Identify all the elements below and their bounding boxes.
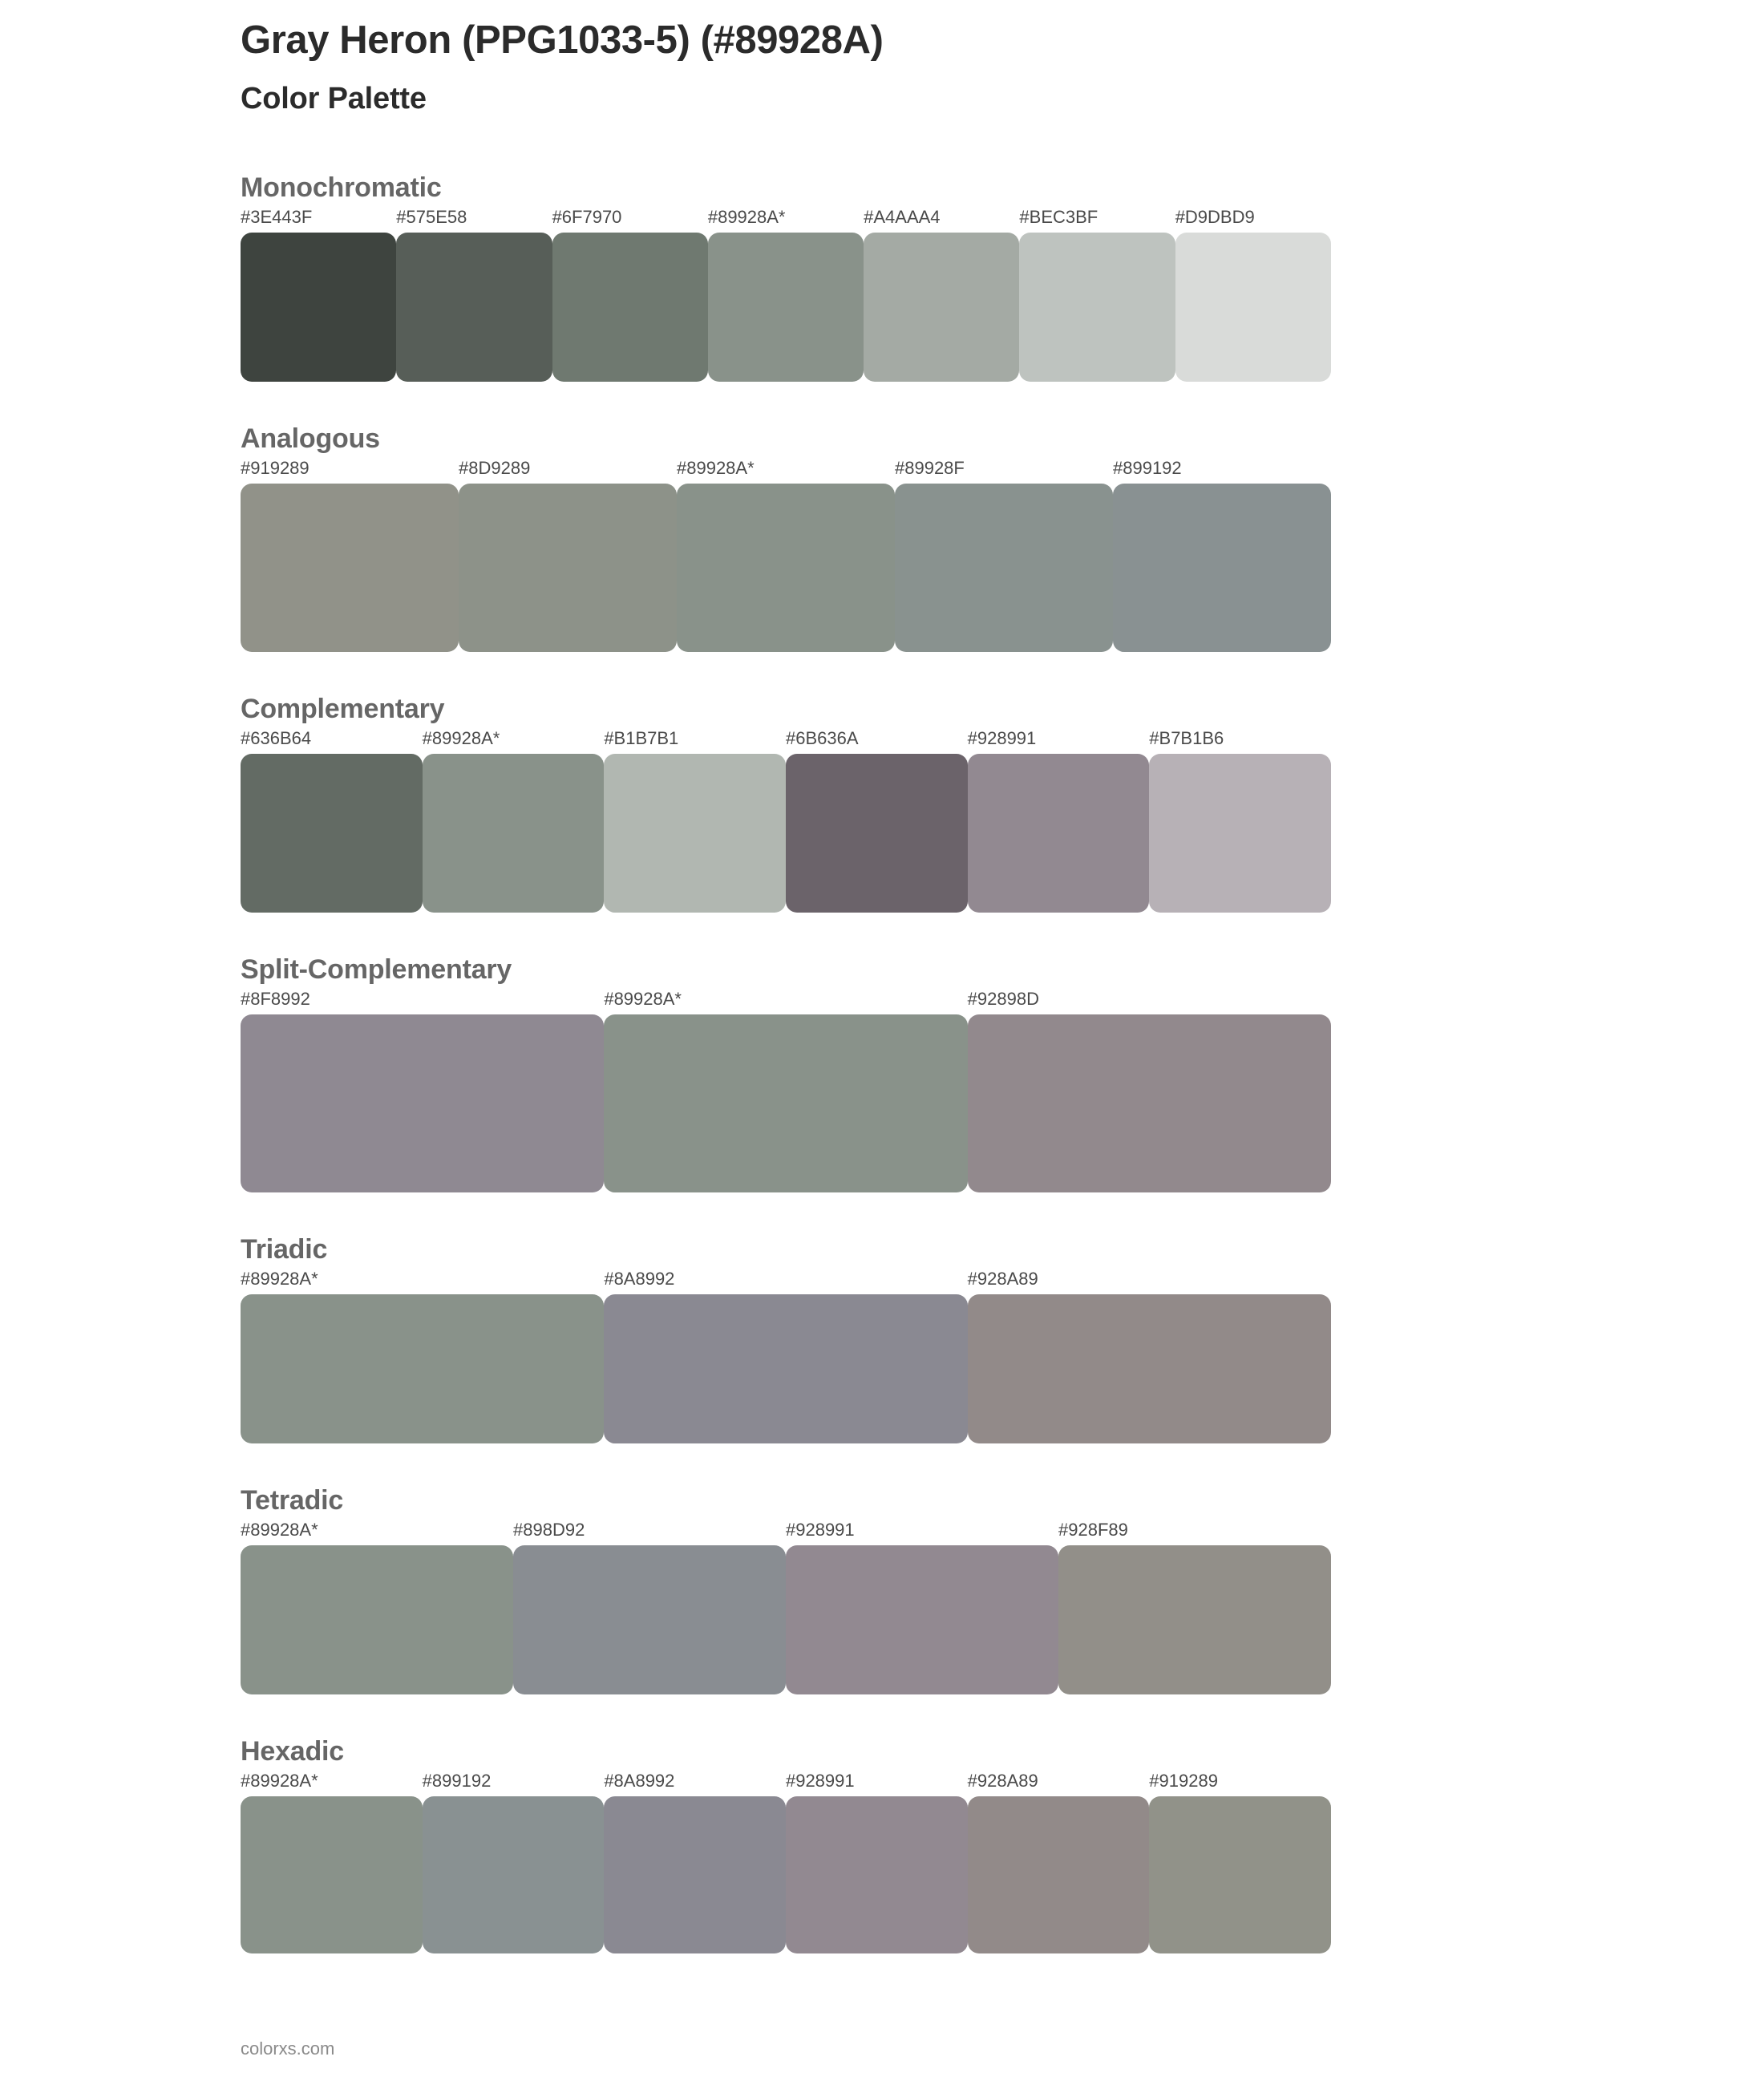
swatch-hex-label: #D9DBD9 (1175, 207, 1255, 227)
color-swatch[interactable] (786, 1545, 1058, 1694)
color-swatch[interactable] (241, 1545, 513, 1694)
color-swatch[interactable] (241, 1014, 604, 1192)
swatch-row (241, 725, 1331, 913)
color-swatch[interactable] (1019, 233, 1175, 382)
section-title: Split-Complementary (241, 954, 512, 985)
color-swatch[interactable] (968, 1796, 1150, 1953)
palette-section (241, 1234, 1523, 1443)
swatch-hex-label: #BEC3BF (1019, 207, 1098, 227)
swatch-hex-label: #89928F (895, 458, 965, 478)
swatch-hex-label: #8D9289 (459, 458, 531, 478)
color-swatch[interactable] (604, 1294, 967, 1443)
swatch-hex-label: #919289 (1149, 1771, 1218, 1791)
color-swatch[interactable] (459, 484, 677, 652)
swatch-hex-label: #89928A* (677, 458, 755, 478)
section-title: Analogous (241, 423, 380, 454)
color-swatch[interactable] (513, 1545, 786, 1694)
swatch-hex-label: #899192 (422, 1771, 492, 1791)
swatch-labels (241, 725, 1331, 754)
palette-sections (241, 172, 1523, 1953)
swatch-hex-label: #A4AAA4 (864, 207, 941, 227)
swatch-hex-label: #928F89 (1058, 1520, 1128, 1540)
swatch-bars (241, 1294, 1331, 1443)
swatch-hex-label: #575E58 (396, 207, 467, 227)
swatch-row (241, 204, 1331, 382)
color-swatch[interactable] (241, 1294, 604, 1443)
color-swatch[interactable] (1175, 233, 1331, 382)
swatch-hex-label: #928991 (967, 728, 1037, 748)
swatch-hex-label: #8F8992 (241, 989, 310, 1009)
color-swatch[interactable] (677, 484, 895, 652)
swatch-labels (241, 204, 1331, 233)
swatch-hex-label: #928A89 (967, 1771, 1038, 1791)
swatch-bars (241, 1545, 1331, 1694)
swatch-hex-label: #89928A* (241, 1269, 318, 1289)
swatch-labels (241, 1516, 1331, 1545)
palette-section (241, 423, 1523, 652)
swatch-hex-label: #89928A* (241, 1520, 318, 1540)
page-title: Gray Heron (PPG1033-5) (#89928A) (241, 18, 884, 62)
palette-section (241, 172, 1523, 382)
section-title: Tetradic (241, 1485, 344, 1516)
swatch-row (241, 1516, 1331, 1694)
swatch-hex-label: #89928A* (604, 989, 682, 1009)
section-title: Monochromatic (241, 172, 442, 203)
section-title: Triadic (241, 1234, 328, 1265)
color-swatch[interactable] (968, 1294, 1331, 1443)
swatch-bars (241, 484, 1331, 652)
swatch-hex-label: #6B636A (785, 728, 859, 748)
color-swatch[interactable] (552, 233, 708, 382)
swatch-hex-label: #89928A* (707, 207, 786, 227)
swatch-hex-label: #B1B7B1 (604, 728, 679, 748)
swatch-hex-label: #8A8992 (604, 1269, 675, 1289)
color-swatch[interactable] (423, 754, 605, 913)
color-swatch[interactable] (604, 1014, 967, 1192)
color-swatch[interactable] (786, 1796, 968, 1953)
color-swatch[interactable] (1149, 1796, 1331, 1953)
footer-site-label: colorxs.com (241, 2038, 335, 2059)
swatch-bars (241, 233, 1331, 382)
swatch-hex-label: #928A89 (967, 1269, 1038, 1289)
swatch-labels (241, 1767, 1331, 1796)
palette-section (241, 954, 1523, 1192)
color-swatch[interactable] (708, 233, 864, 382)
swatch-bars (241, 1014, 1331, 1192)
swatch-labels (241, 455, 1331, 484)
swatch-row (241, 455, 1331, 652)
color-swatch[interactable] (786, 754, 968, 913)
section-title: Complementary (241, 694, 445, 724)
color-swatch[interactable] (968, 1014, 1331, 1192)
color-swatch[interactable] (241, 754, 423, 913)
color-swatch[interactable] (396, 233, 552, 382)
swatch-hex-label: #89928A* (241, 1771, 318, 1791)
swatch-hex-label: #928991 (785, 1771, 855, 1791)
swatch-labels (241, 1265, 1331, 1294)
swatch-hex-label: #B7B1B6 (1149, 728, 1224, 748)
swatch-row (241, 986, 1331, 1192)
swatch-hex-label: #928991 (786, 1520, 855, 1540)
color-swatch[interactable] (864, 233, 1019, 382)
color-swatch[interactable] (241, 233, 396, 382)
color-swatch[interactable] (1058, 1545, 1331, 1694)
color-swatch[interactable] (604, 754, 786, 913)
color-swatch[interactable] (968, 754, 1150, 913)
swatch-hex-label: #3E443F (241, 207, 313, 227)
section-title: Hexadic (241, 1736, 345, 1767)
swatch-row (241, 1767, 1331, 1953)
palette-section (241, 1736, 1523, 1953)
swatch-labels (241, 986, 1331, 1014)
swatch-hex-label: #89928A* (422, 728, 500, 748)
swatch-bars (241, 1796, 1331, 1953)
color-swatch[interactable] (423, 1796, 605, 1953)
color-swatch[interactable] (1149, 754, 1331, 913)
swatch-hex-label: #636B64 (241, 728, 312, 748)
page-subtitle: Color Palette (241, 82, 427, 115)
palette-section (241, 694, 1523, 913)
swatch-hex-label: #899192 (1113, 458, 1182, 478)
color-swatch[interactable] (1113, 484, 1331, 652)
palette-section (241, 1485, 1523, 1694)
color-swatch[interactable] (895, 484, 1113, 652)
swatch-hex-label: #919289 (241, 458, 310, 478)
swatch-row (241, 1265, 1331, 1443)
color-swatch[interactable] (241, 484, 459, 652)
color-swatch[interactable] (604, 1796, 786, 1953)
swatch-hex-label: #8A8992 (604, 1771, 675, 1791)
swatch-hex-label: #898D92 (513, 1520, 585, 1540)
swatch-bars (241, 754, 1331, 913)
swatch-hex-label: #6F7970 (552, 207, 622, 227)
swatch-hex-label: #92898D (967, 989, 1039, 1009)
color-swatch[interactable] (241, 1796, 423, 1953)
